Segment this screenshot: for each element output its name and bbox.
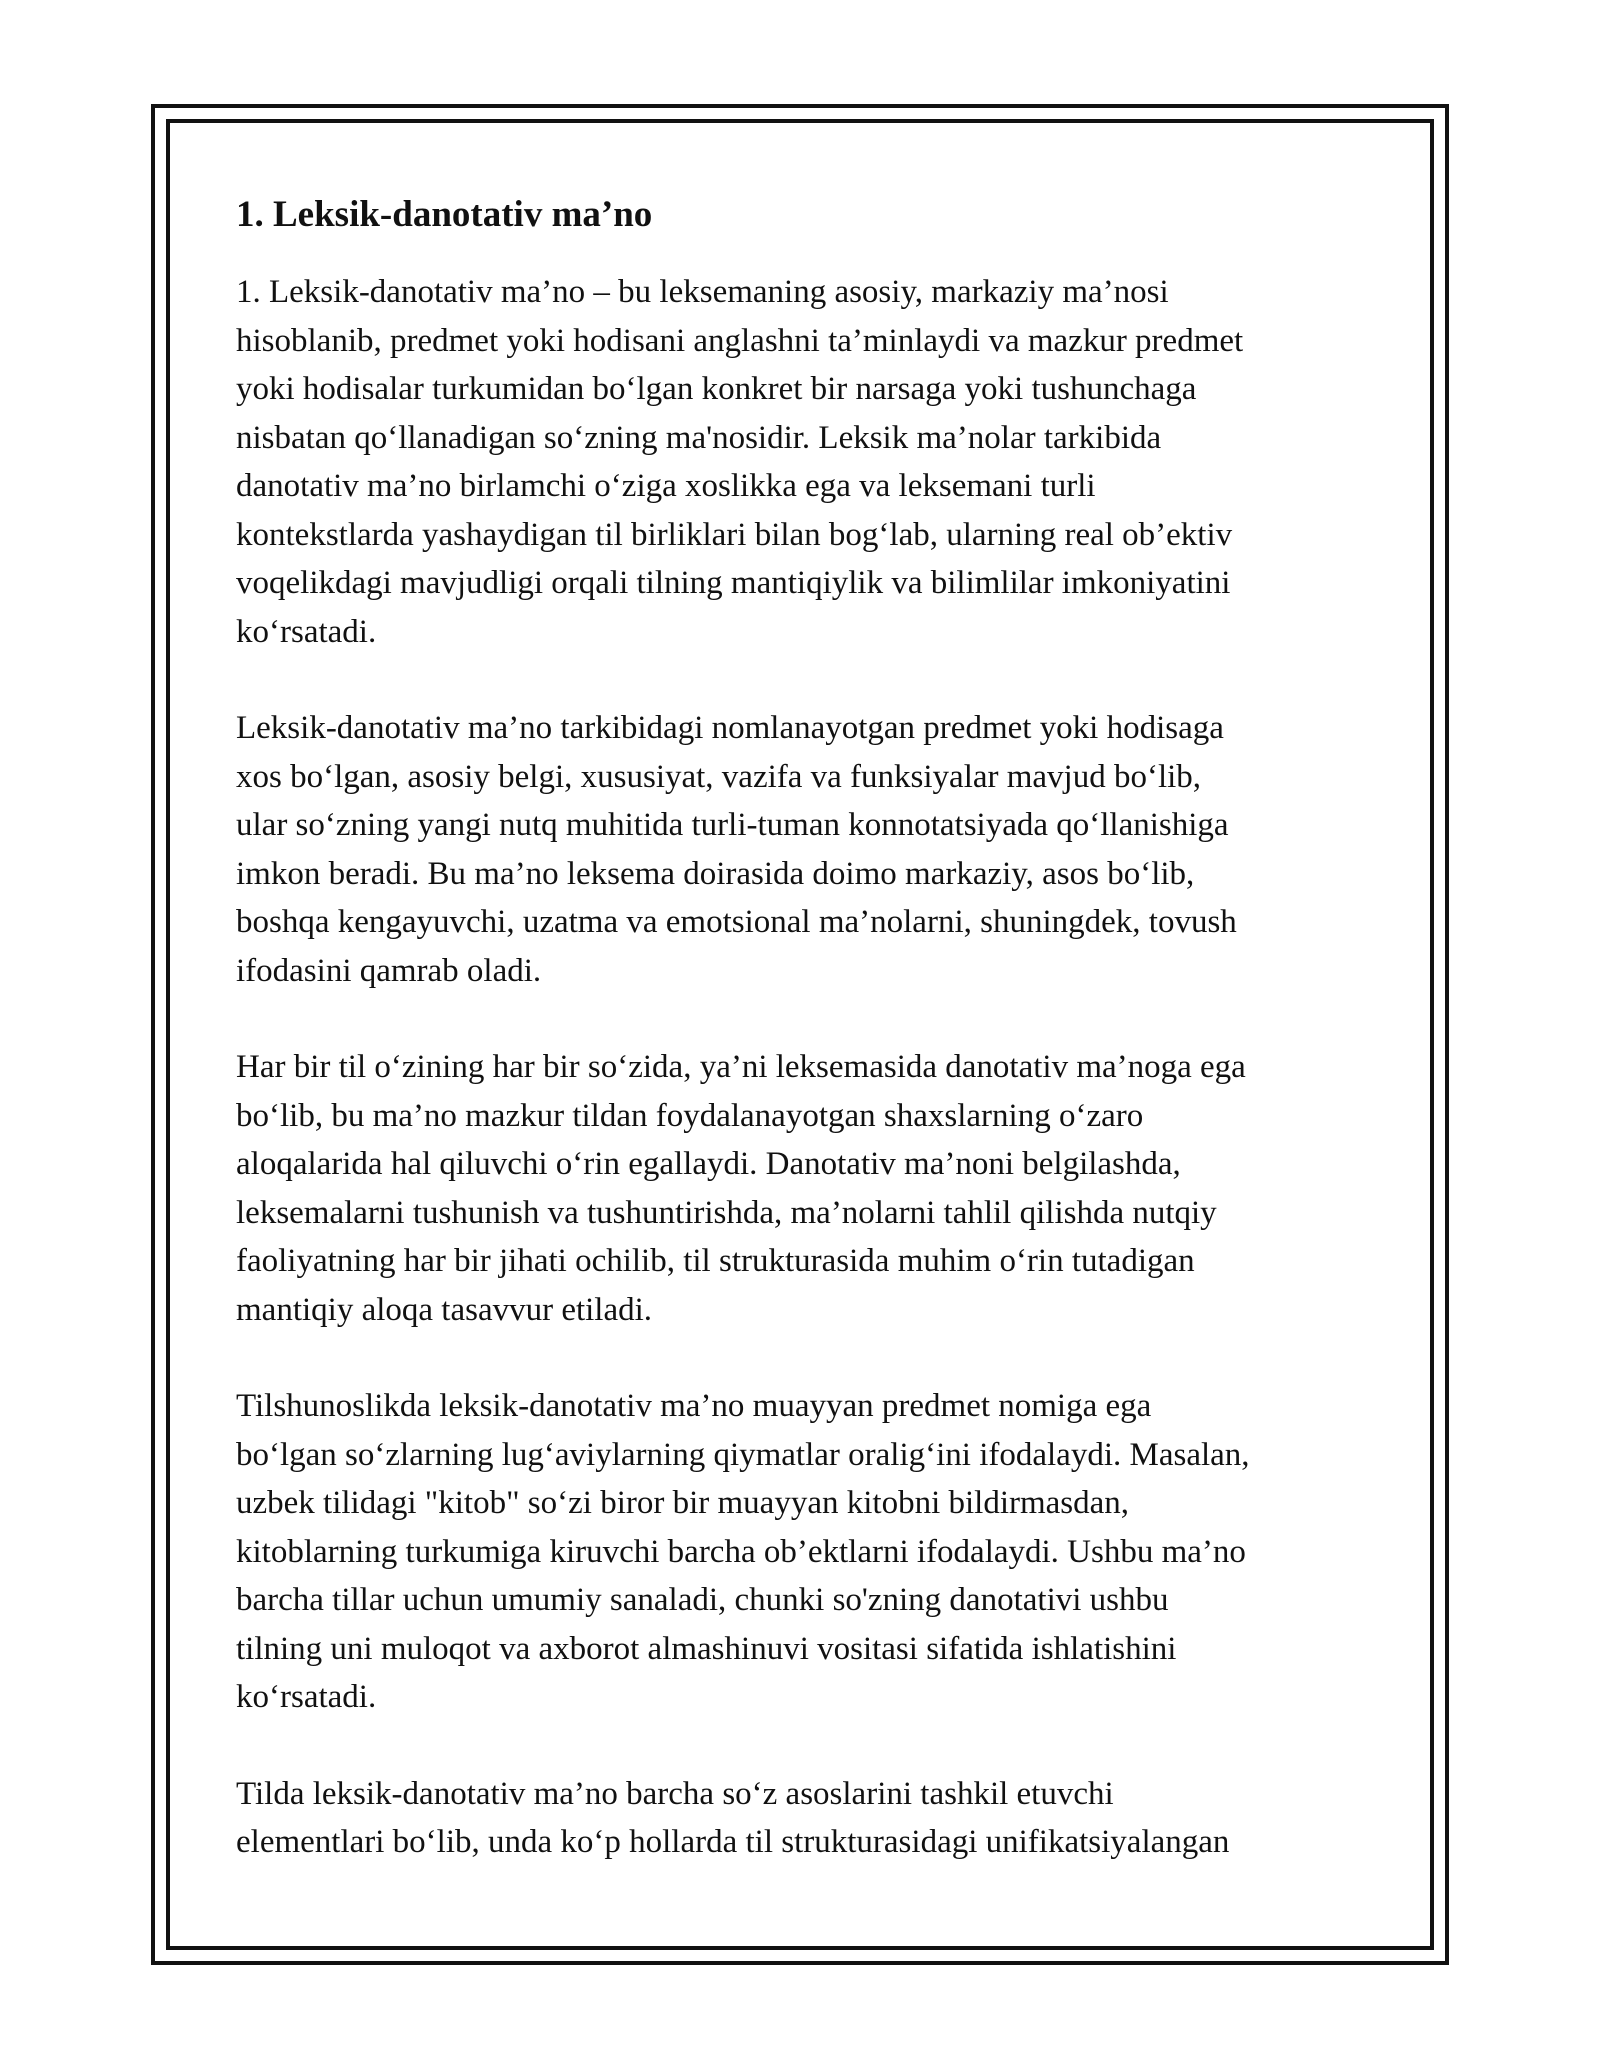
section-heading: 1. Leksik-danotativ ma’no [236, 194, 653, 235]
text-line: 1. Leksik-danotativ ma’no – bu leksemaning asosiy, markaziy ma’nosi [236, 274, 1169, 310]
text-line: leksemalarni tushunish va tushuntirishda, ma’nolarni tahlil qilishda nutqiy [236, 1194, 1217, 1231]
text-line: boshqa kengayuvchi, uzatma va emotsional ma’nolarni, shuningdek, tovush [236, 904, 1237, 940]
text-line: elementlari bo‘lib, unda ko‘p hollarda til strukturasidagi unifikatsiyalangan [236, 1824, 1230, 1860]
text-line: hisoblanib, predmet yoki hodisani anglashni ta’minlaydi va mazkur predmet [236, 322, 1244, 359]
text-line: Leksik-danotativ ma’no tarkibidagi nomlanayotgan predmet yoki hodisaga [236, 710, 1224, 746]
paragraph-2 [236, 704, 1376, 995]
text-line: danotativ ma’no birlamchi o‘ziga xoslikka ega va leksemani turli [236, 468, 1096, 504]
text-line: Tilda leksik-danotativ ma’no barcha so‘z asoslarini tashkil etuvchi [236, 1775, 1114, 1812]
paragraph-3 [236, 1043, 1376, 1334]
text-line: Tilshunoslikda leksik-danotativ ma’no muayyan predmet nomiga ega [236, 1388, 1152, 1424]
text-line: kontekstlarda yashaydigan til birliklari bilan bog‘lab, ularning real ob’ektiv [236, 516, 1233, 553]
text-line: Har bir til o‘zining har bir so‘zida, ya’ni leksemasida danotativ ma’noga ega [236, 1049, 1246, 1085]
text-line: tilning uni muloqot va axborot almashinuvi vositasi sifatida ishlatishini [236, 1630, 1177, 1667]
text-line: ifodasini qamrab oladi. [236, 952, 542, 989]
text-line: nisbatan qo‘llanadigan so‘zning ma'nosidir. Leksik ma’nolar tarkibida [236, 419, 1162, 456]
text-line: voqelikdagi mavjudligi orqali tilning mantiqiylik va bilimlilar imkoniyatini [236, 565, 1231, 601]
paragraph-1 [236, 268, 1376, 656]
text-line: uzbek tilidagi "kitob" so‘zi biror bir muayyan kitobni bildirmasdan, [236, 1485, 1130, 1521]
text-line: yoki hodisalar turkumidan bo‘lgan konkret bir narsaga yoki tushunchaga [236, 371, 1197, 407]
text-line: barcha tillar uchun umumiy sanaladi, chunki so'zning danotativi ushbu [236, 1582, 1169, 1618]
text-line: mantiqiy aloqa tasavvur etiladi. [236, 1291, 653, 1328]
text-line: bo‘lgan so‘zlarning lug‘aviylarning qiymatlar oralig‘ini ifodalaydi. Masalan, [236, 1436, 1250, 1473]
text-line: imkon beradi. Bu ma’no leksema doirasida doimo markaziy, asos bo‘lib, [236, 855, 1195, 892]
paragraph-5 [236, 1770, 1376, 1867]
paragraph-4 [236, 1382, 1376, 1722]
text-line: bo‘lib, bu ma’no mazkur tildan foydalanayotgan shaxslarning o‘zaro [236, 1097, 1144, 1134]
document-body [236, 188, 1376, 1915]
text-line: faoliyatning har bir jihati ochilib, til strukturasida muhim o‘rin tutadigan [236, 1243, 1195, 1279]
text-line: aloqalarida hal qiluvchi o‘rin egallaydi. Danotativ ma’noni belgilashda, [236, 1146, 1181, 1182]
text-line: ular so‘zning yangi nutq muhitida turli-tuman konnotatsiyada qo‘llanishiga [236, 807, 1229, 843]
text-line: kitoblarning turkumiga kiruvchi barcha ob’ektlarni ifodalaydi. Ushbu ma’no [236, 1533, 1246, 1570]
text-line: xos bo‘lgan, asosiy belgi, xususiyat, vazifa va funksiyalar mavjud bo‘lib, [236, 758, 1202, 795]
text-line: ko‘rsatadi. [236, 613, 377, 650]
text-line: ko‘rsatadi. [236, 1679, 377, 1715]
